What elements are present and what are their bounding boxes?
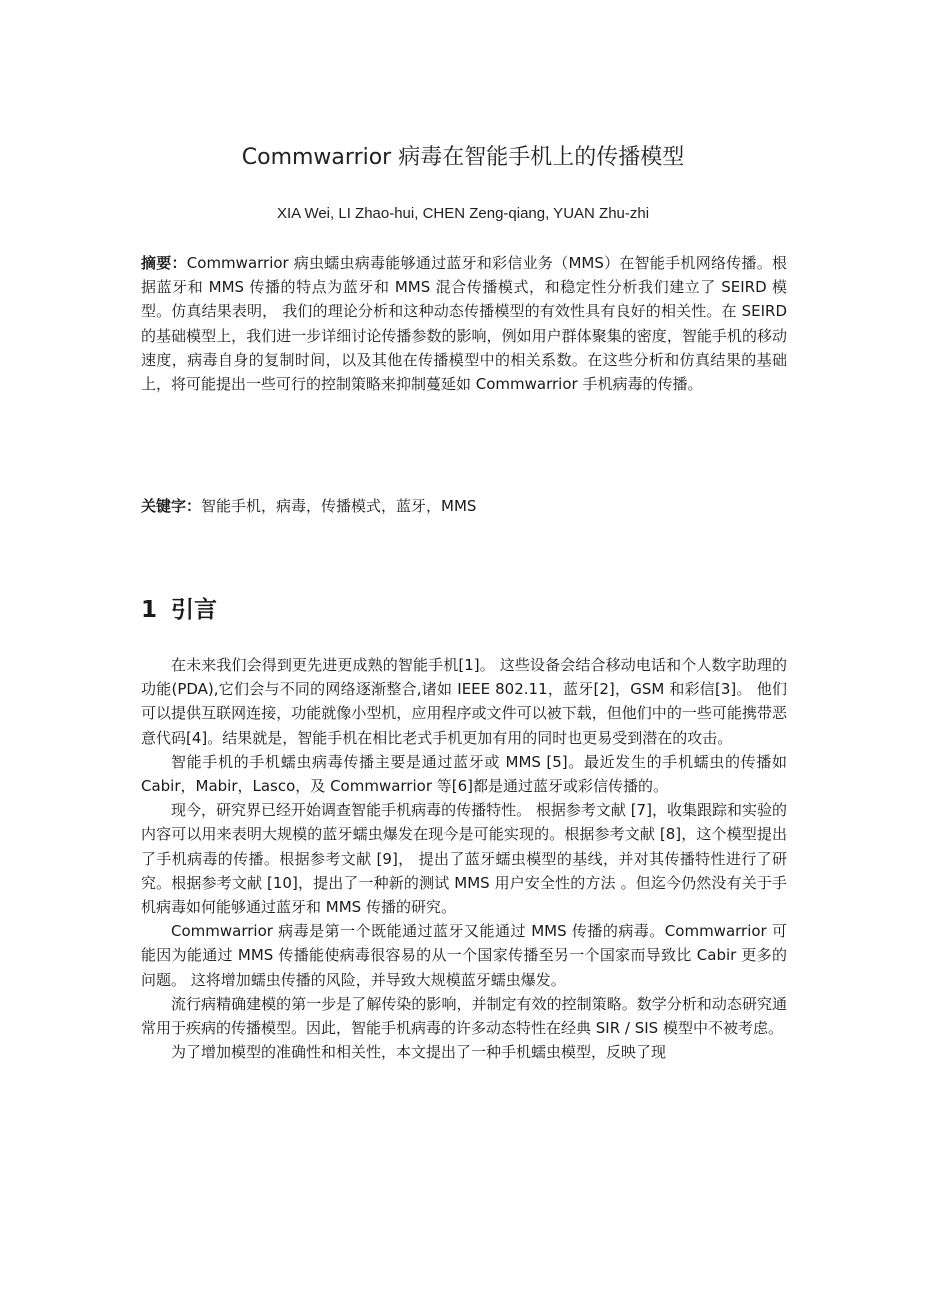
paragraph: 流行病精确建模的第一步是了解传染的影响，并制定有效的控制策略。数学分析和动态研究通常用于疾病的传播模型。因此，智能手机病毒的许多动态特性在经典 SIR / SIS 模型中不被考虑。 — [141, 994, 787, 1038]
abstract-label: 摘要： — [141, 254, 187, 272]
paragraph: 现今，研究界已经开始调查智能手机病毒的传播特性。 根据参考文献 [7]，收集跟踪和实验的内容可以用来表明大规模的蓝牙蠕虫爆发在现今是可能实现的。根据参考文献 [8]，这个模型提出了手机病毒的传播。根据参考文献 [9]， 提出了蓝牙蠕虫模型的基线，并对其传播特性进行了研究。根据参考文献 [10]，提出了一种新的测试 MMS 用户安全性的方法 。但迄今仍然没有关于手机病毒如何能够通过蓝牙和 MMS 传播的研究。 — [141, 801, 787, 917]
paragraph: 在未来我们会得到更先进更成熟的智能手机[1]。 这些设备会结合移动电话和个人数字助理的功能(PDA),它们会与不同的网络逐渐整合,诸如 IEEE 802.11，蓝牙[2]，GSM 和彩信[3]。 他们可以提供互联网连接，功能就像小型机，应用程序或文件可以被下载，但他们中的一些可能携带恶意代码[4]。结果就是，智能手机在相比老式手机更加有用的同时也更易受到潜在的攻击。 — [141, 656, 787, 747]
abstract — [141, 251, 787, 396]
keywords-text: 智能手机，病毒，传播模式，蓝牙，MMS — [201, 497, 477, 515]
paragraph: 智能手机的手机蠕虫病毒传播主要是通过蓝牙或 MMS [5]。最近发生的手机蠕虫的传播如 Cabir，Mabir，Lasco，及 Commwarrior 等[6]都是通过蓝牙或彩信传播的。 — [141, 752, 787, 796]
paragraph: 为了增加模型的准确性和相关性，本文提出了一种手机蠕虫模型，反映了现 — [171, 1043, 667, 1062]
section-heading — [141, 594, 217, 626]
section-title: 引言 — [171, 597, 218, 623]
section-number: 1 — [141, 597, 158, 623]
section-body — [141, 653, 787, 1064]
paper-title: Commwarrior 病毒在智能手机上的传播模型 — [241, 145, 685, 170]
abstract-text: Commwarrior 病虫蠕虫病毒能够通过蓝牙和彩信业务（MMS）在智能手机网络传播。根据蓝牙和 MMS 传播的特点为蓝牙和 MMS 混合传播模式，和稳定性分析我们建立了 SEIRD 模型。仿真结果表明， 我们的理论分析和这种动态传播模型的有效性具有良好的相关性。在 SEIRD 的基础模型上，我们进一步详细讨论传播参数的影响，例如用户群体聚集的密度，智能手机的移动速度，病毒自身的复制时间，以及其他在传播模型中的相关系数。在这些分析和仿真结果的基础上，将可能提出一些可行的控制策略来抑制蔓延如 Commwarrior 手机病毒的传播。 — [141, 254, 787, 394]
keywords-label: 关键字： — [141, 497, 202, 515]
paragraph: Commwarrior 病毒是第一个既能通过蓝牙又能通过 MMS 传播的病毒。Commwarrior 可能因为能通过 MMS 传播能使病毒很容易的从一个国家传播至另一个国家而导致比 Cabir 更多的问题。 这将增加蠕虫传播的风险，并导致大规模蓝牙蠕虫爆发。 — [141, 922, 787, 989]
author-list: XIA Wei, LI Zhao-hui, CHEN Zeng-qiang, YUAN Zhu-zhi — [276, 205, 650, 222]
keywords — [141, 494, 787, 518]
